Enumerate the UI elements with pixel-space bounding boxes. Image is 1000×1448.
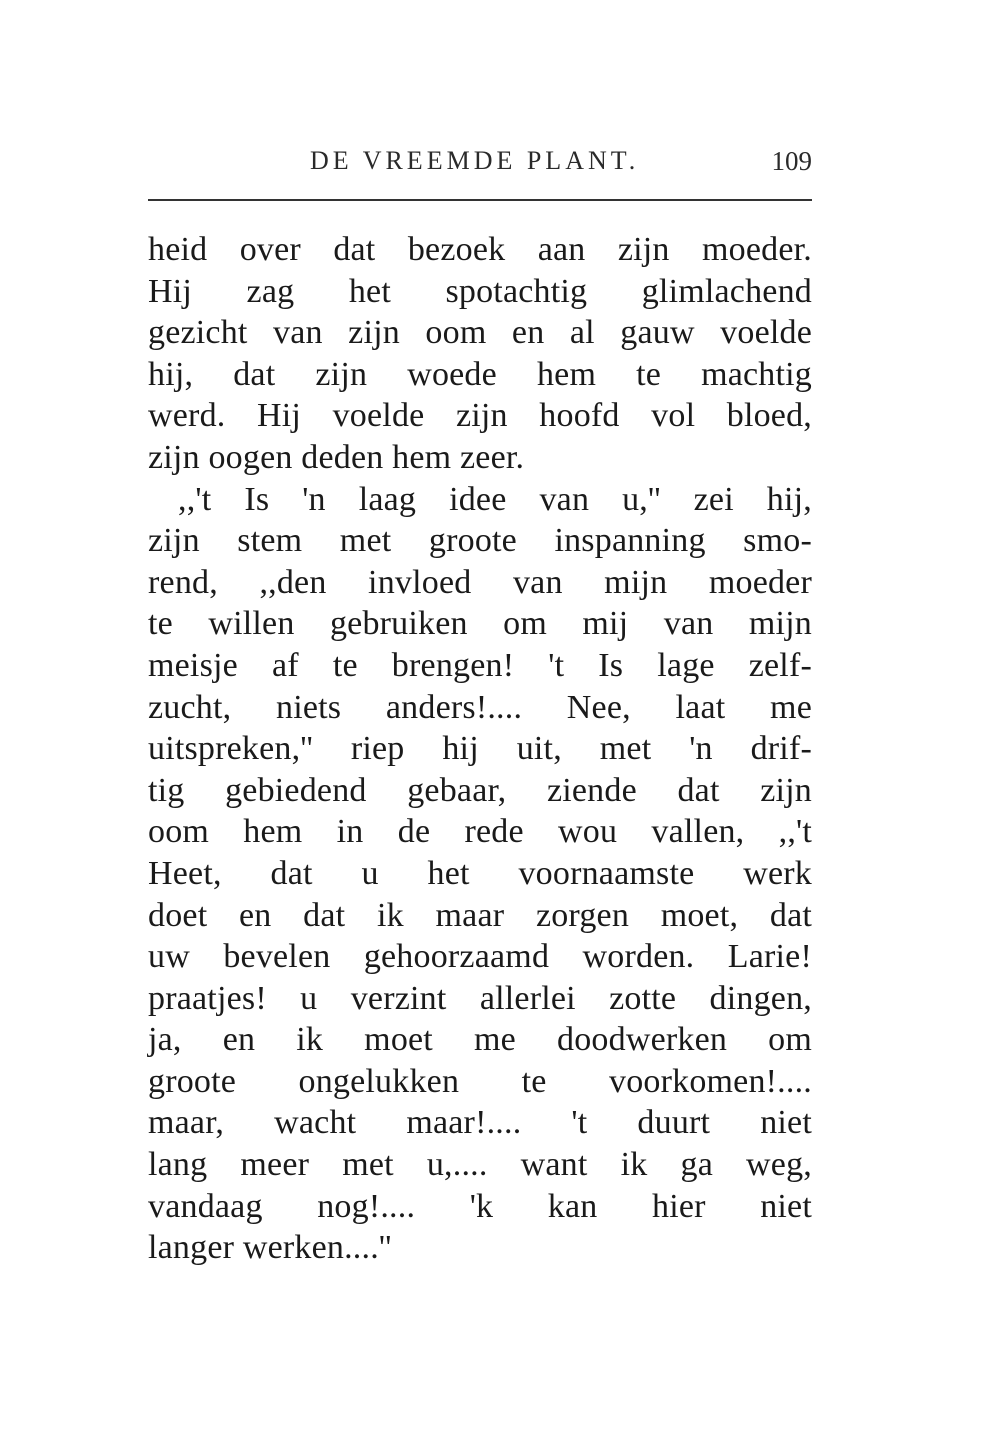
text-line: Hij zag het spotachtig glimlachend: [148, 272, 812, 310]
text-line: tig gebiedend gebaar, ziende dat zijn: [148, 771, 812, 809]
text-line: ja, en ik moet me doodwerken om: [148, 1021, 812, 1059]
text-line: uitspreken,'' riep hij uit, met 'n drif-: [148, 730, 812, 768]
text-line: uw bevelen gehoorzaamd worden. Larie!: [148, 938, 812, 976]
text-line: heid over dat bezoek aan zijn moeder.: [148, 231, 812, 268]
text-line: ,,'t Is 'n laag idee van u,'' zei hij,: [178, 480, 812, 518]
text-line: rend, ,,den invloed van mijn moeder: [148, 563, 812, 601]
page-number: 109: [771, 146, 812, 176]
header-rule: [148, 199, 812, 201]
text-line: te willen gebruiken om mij van mijn: [148, 605, 812, 643]
text-line: doet en dat ik maar zorgen moet, dat: [148, 896, 812, 934]
text-line: lang meer met u,.... want ik ga weg,: [148, 1146, 812, 1184]
text-line: werd. Hij voelde zijn hoofd vol bloed,: [148, 397, 812, 435]
text-line: maar, wacht maar!.... 't duurt niet: [148, 1104, 812, 1142]
text-line: hij, dat zijn woede hem te machtig: [148, 355, 812, 393]
text-line: zijn oogen deden hem zeer.: [148, 438, 525, 476]
running-head: [148, 146, 812, 186]
running-title: DE VREEMDE PLANT.: [310, 146, 640, 175]
text-line: vandaag nog!.... 'k kan hier niet: [148, 1187, 812, 1225]
text-line: meisje af te brengen! 't Is lage zelf-: [148, 646, 812, 684]
text-line: oom hem in de rede wou vallen, ,,'t: [148, 813, 812, 851]
body-text: [148, 229, 812, 1269]
text-line: gezicht van zijn oom en al gauw voelde: [148, 314, 812, 352]
text-line: groote ongelukken te voorkomen!....: [148, 1062, 812, 1100]
text-line: zucht, niets anders!.... Nee, laat me: [148, 688, 812, 726]
text-line: praatjes! u verzint allerlei zotte dingen,: [148, 979, 812, 1017]
text-line: langer werken....'': [148, 1229, 392, 1267]
text-line: zijn stem met groote inspanning smo-: [148, 522, 812, 560]
text-line: Heet, dat u het voornaamste werk: [148, 854, 812, 892]
